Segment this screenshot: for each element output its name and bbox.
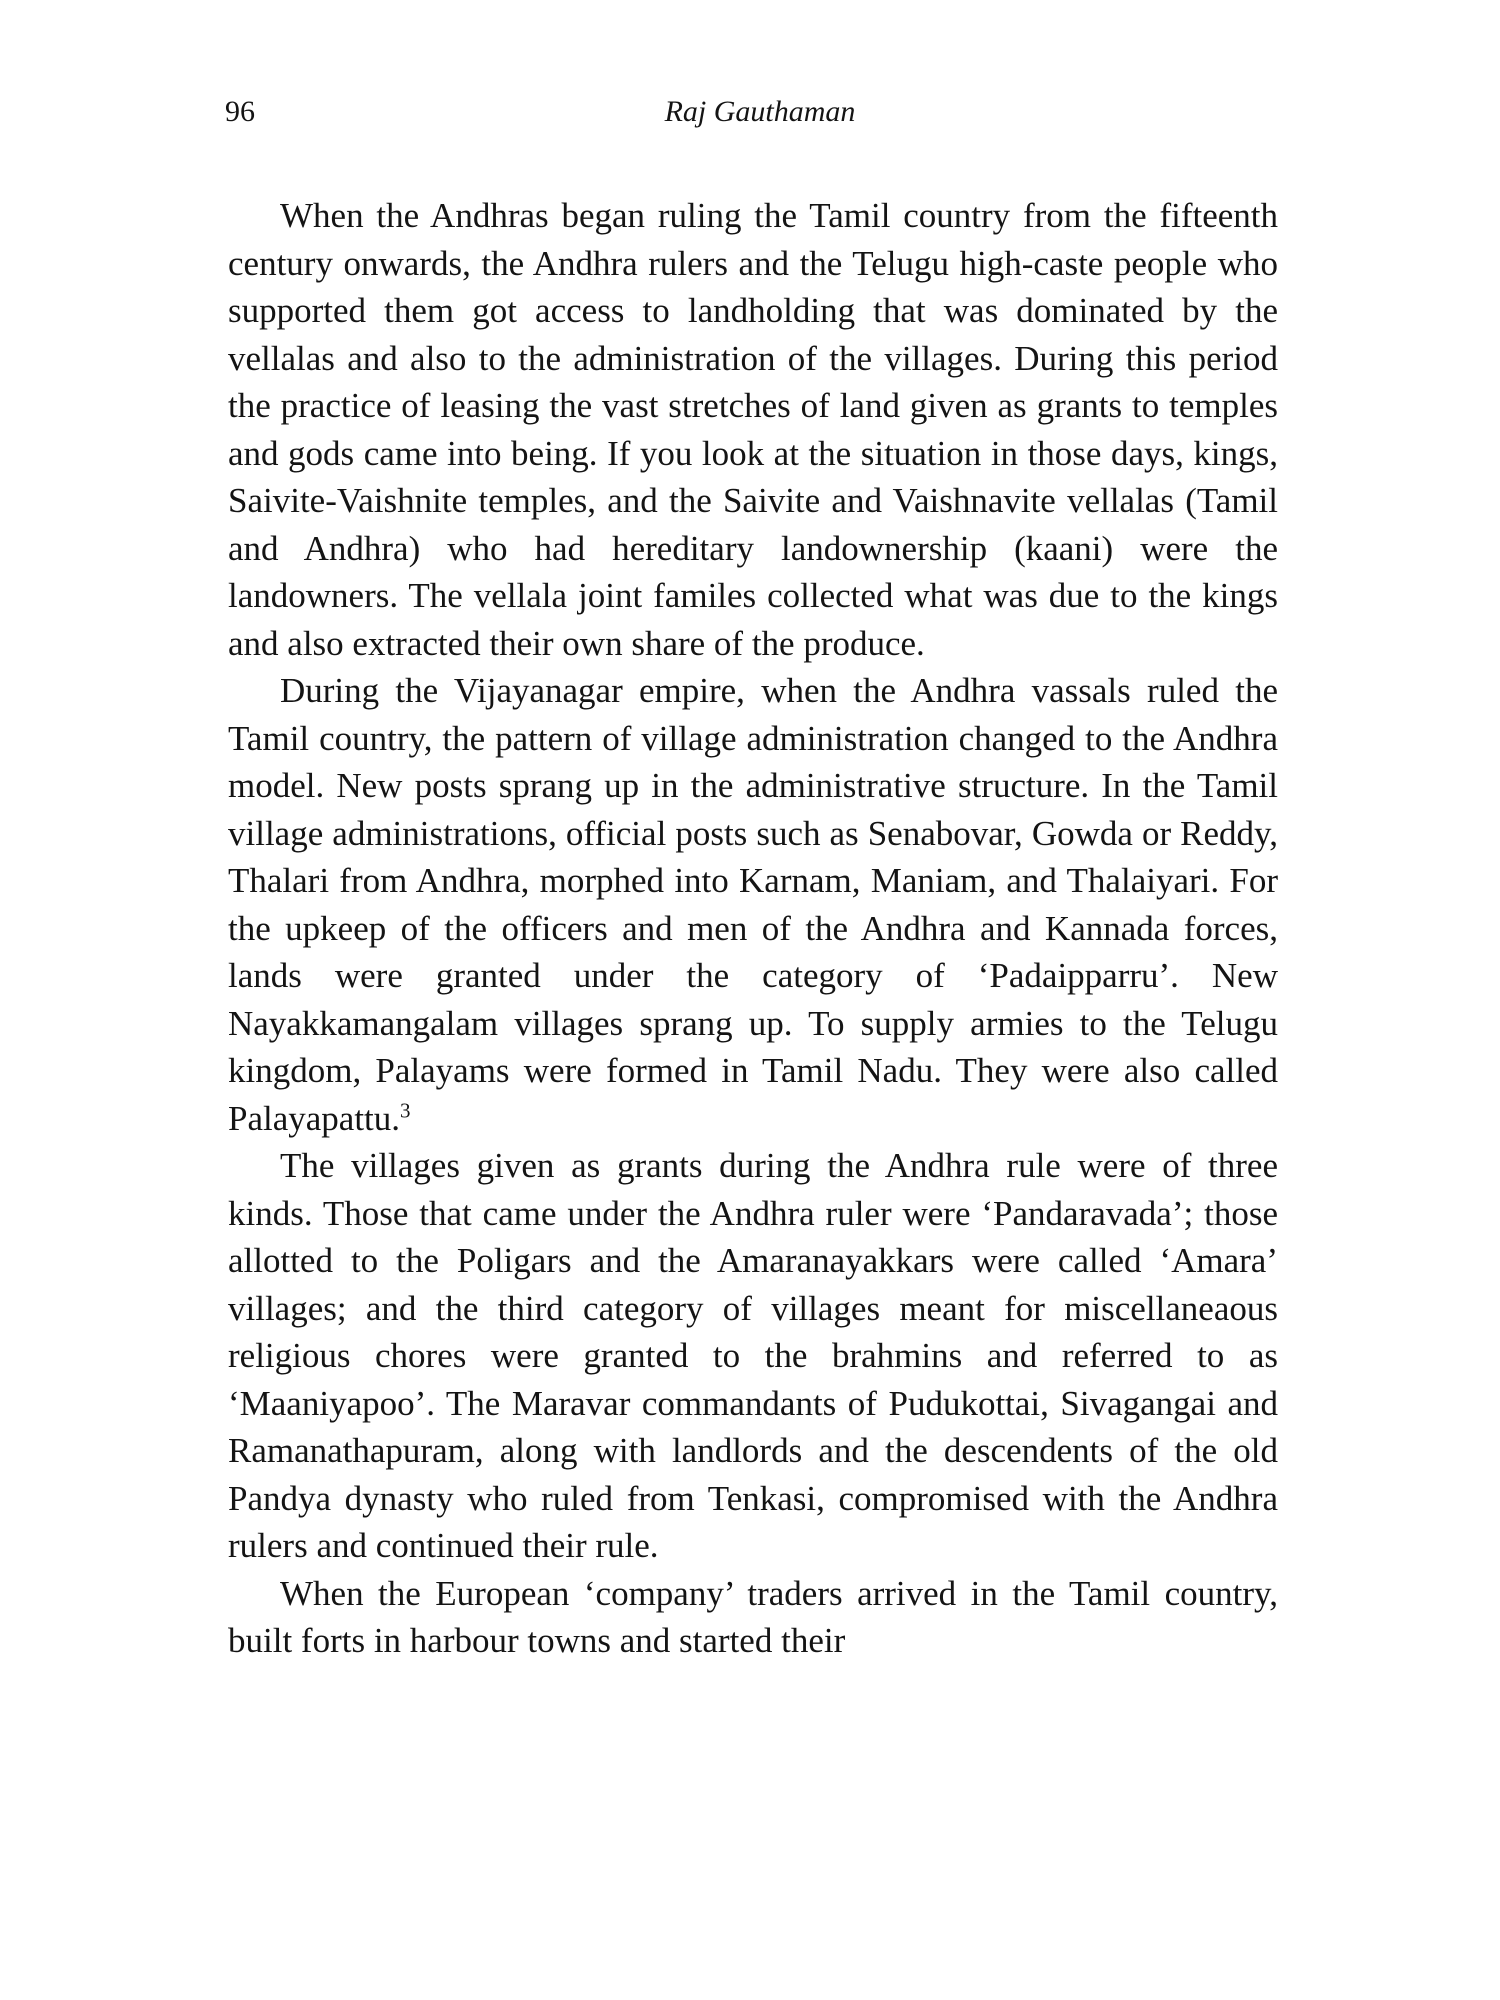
footnote-reference: 3 — [400, 1097, 411, 1122]
running-head: Raj Gauthaman — [664, 95, 856, 128]
body-text — [228, 192, 1278, 1665]
paragraph-text: During the Vijayanagar empire, when the Andhra vassals ruled the Tamil country, the pattern of village administration changed to the Andhra model. New posts sprang up in the administrative structure. In the Tamil village administrations, official posts such as Senabovar, Gowda or Reddy, Thalari from Andhra, morphed into Karnam, Maniam, and Thalaiyari. For the upkeep of the officers and men of the Andhra and Kannada forces, lands were granted under the category of ‘Padaipparru’. New Nayakkamangalam villages sprang up. To supply armies to the Telugu kingdom, Palayams were formed in Tamil Nadu. They were also called Palayapattu. — [228, 671, 1278, 1138]
paragraph-village-grants: The villages given as grants during the Andhra rule were of three kinds. Those that came under the Andhra ruler were ‘Pandaravada’; those allotted to the Poligars and the Amaranayakkars were called ‘Amara’ villages; and the third category of villages meant for miscellaneaous religious chores were granted to the brahmins and referred to as ‘Maaniyapoo’. The Maravar commandants of Pudukottai, Sivagangai and Ramanathapuram, along with landlords and the descendents of the old Pandya dynasty who ruled from Tenkasi, compromised with the Andhra rulers and continued their rule. — [228, 1146, 1278, 1565]
paragraph-european-traders: When the European ‘company’ traders arrived in the Tamil country, built forts in harbour towns and started their — [228, 1573, 1278, 1660]
paragraph-andhra-rule: When the Andhras began ruling the Tamil country from the fifteenth century onwards, the Andhra rulers and the Telugu high-caste people who supported them got access to landholding that was dominated by the vellalas and also to the administration of the villages. During this period the practice of leasing the vast stretches of land given as grants to temples and gods came into being. If you look at the situation in those days, kings, Saivite-Vaishnite temples, and the Saivite and Vaishnavite vellalas (Tamil and Andhra) who had hereditary landownership (kaani) were the landowners. The vellala joint familes collected what was due to the kings and also extracted their own share of the produce. — [228, 196, 1278, 663]
paragraph-vijayanagar-empire — [228, 667, 1278, 1142]
page-number: 96 — [225, 95, 255, 128]
